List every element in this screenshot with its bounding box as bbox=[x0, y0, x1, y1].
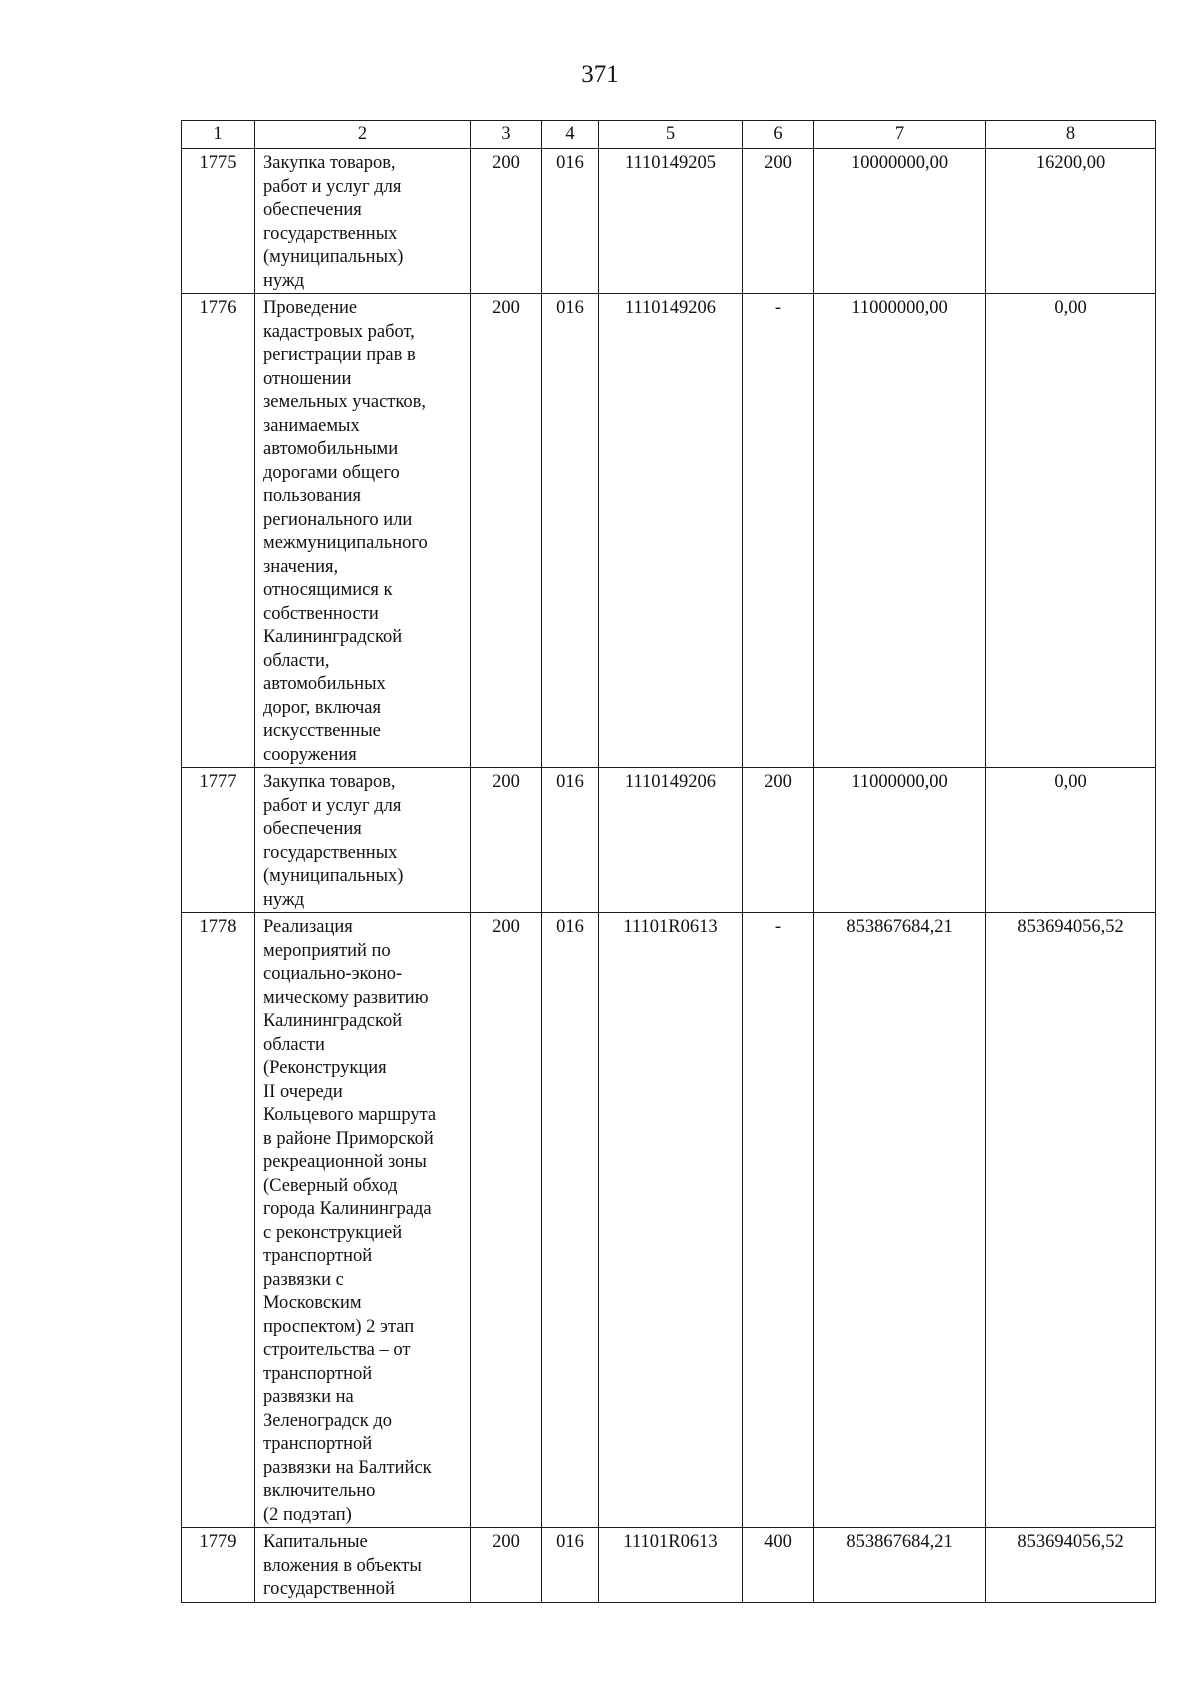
header-col-7: 7 bbox=[814, 121, 986, 149]
description-line: в районе Приморской bbox=[263, 1128, 434, 1149]
cell-col-8: 0,00 bbox=[986, 768, 1156, 913]
description-line: межмуниципального bbox=[263, 533, 428, 553]
description-line: Кольцевого маршрута bbox=[263, 1105, 437, 1125]
cell-col-6: 200 bbox=[743, 149, 814, 294]
description-line: нужд bbox=[263, 889, 305, 910]
cell-col-3: 200 bbox=[471, 768, 542, 913]
description-line: обеспечения bbox=[263, 200, 362, 220]
description-line: дорог, включая bbox=[263, 697, 382, 718]
description-line: государственной bbox=[263, 1579, 395, 1599]
cell-col-8: 853694056,52 bbox=[986, 913, 1156, 1528]
table-row bbox=[182, 149, 1156, 294]
row-description bbox=[255, 149, 471, 294]
table-row bbox=[182, 913, 1156, 1528]
cell-col-3: 200 bbox=[471, 149, 542, 294]
table-row bbox=[182, 294, 1156, 768]
cell-col-6: 400 bbox=[743, 1528, 814, 1603]
description-line: регистрации прав в bbox=[263, 345, 416, 365]
table-header bbox=[182, 121, 1156, 149]
cell-col-4: 016 bbox=[542, 1528, 599, 1603]
cell-col-5: 1110149206 bbox=[599, 294, 743, 768]
description-line: автомобильных bbox=[263, 674, 386, 694]
description-line: кадастровых работ, bbox=[263, 321, 415, 342]
description-line: работ и услуг для bbox=[263, 176, 402, 197]
cell-col-6: 200 bbox=[743, 768, 814, 913]
description-line: относящимися к bbox=[263, 580, 393, 600]
description-line: Калининградской bbox=[263, 1011, 403, 1031]
description-line: социально-эконо- bbox=[263, 964, 403, 984]
header-col-2: 2 bbox=[255, 121, 471, 149]
header-col-5: 5 bbox=[599, 121, 743, 149]
row-description bbox=[255, 1528, 471, 1603]
description-line: обеспечения bbox=[263, 819, 362, 839]
description-line: II очереди bbox=[263, 1081, 343, 1102]
description-line: вложения в объекты bbox=[263, 1555, 422, 1576]
description-line: (муниципальных) bbox=[263, 247, 404, 267]
description-line: (муниципальных) bbox=[263, 866, 404, 886]
description-line: Капитальные bbox=[263, 1532, 368, 1552]
cell-col-6: - bbox=[743, 913, 814, 1528]
description-line: Закупка товаров, bbox=[263, 153, 396, 173]
header-col-3: 3 bbox=[471, 121, 542, 149]
description-line: мероприятий по bbox=[263, 940, 391, 961]
cell-col-4: 016 bbox=[542, 294, 599, 768]
description-line: земельных участков, bbox=[263, 392, 427, 412]
description-line: автомобильными bbox=[263, 439, 399, 459]
cell-col-7: 10000000,00 bbox=[814, 149, 986, 294]
description-line: строительства – от bbox=[263, 1340, 411, 1360]
budget-table bbox=[181, 120, 1156, 1603]
cell-col-3: 200 bbox=[471, 913, 542, 1528]
description-line: Проведение bbox=[263, 298, 358, 318]
description-line: области, bbox=[263, 650, 330, 671]
table-row bbox=[182, 768, 1156, 913]
description-line: отношении bbox=[263, 368, 352, 389]
description-line: работ и услуг для bbox=[263, 795, 402, 816]
description-line: транспортной bbox=[263, 1363, 373, 1384]
cell-col-5: 11101R0613 bbox=[599, 1528, 743, 1603]
cell-col-4: 016 bbox=[542, 768, 599, 913]
cell-col-7: 853867684,21 bbox=[814, 913, 986, 1528]
description-line: Реализация bbox=[263, 917, 353, 937]
description-line: развязки на Балтийск bbox=[263, 1457, 432, 1478]
cell-col-8: 0,00 bbox=[986, 294, 1156, 768]
description-line: Московским bbox=[263, 1293, 362, 1313]
description-line: города Калининграда bbox=[263, 1199, 432, 1219]
cell-col-5: 11101R0613 bbox=[599, 913, 743, 1528]
header-col-8: 8 bbox=[986, 121, 1156, 149]
description-line: Калининградской bbox=[263, 627, 403, 647]
description-line: искусственные bbox=[263, 721, 381, 741]
row-number: 1776 bbox=[182, 294, 255, 768]
row-number: 1779 bbox=[182, 1528, 255, 1603]
description-line: рекреационной зоны bbox=[263, 1152, 427, 1172]
table-row bbox=[182, 1528, 1156, 1603]
cell-col-5: 1110149205 bbox=[599, 149, 743, 294]
cell-col-6: - bbox=[743, 294, 814, 768]
description-line: Зеленоградск до bbox=[263, 1410, 393, 1431]
description-line: развязки на bbox=[263, 1387, 354, 1407]
row-description bbox=[255, 913, 471, 1528]
description-line: регионального или bbox=[263, 509, 413, 530]
description-line: транспортной bbox=[263, 1434, 373, 1454]
description-line: сооружения bbox=[263, 744, 357, 765]
cell-col-7: 11000000,00 bbox=[814, 768, 986, 913]
description-line: проспектом) 2 этап bbox=[263, 1316, 415, 1337]
description-line: пользования bbox=[263, 486, 362, 506]
description-line: собственности bbox=[263, 603, 379, 624]
description-line: государственных bbox=[263, 842, 398, 863]
description-line: (2 подэтап) bbox=[263, 1504, 352, 1525]
cell-col-8: 853694056,52 bbox=[986, 1528, 1156, 1603]
description-line: дорогами общего bbox=[263, 462, 400, 483]
cell-col-3: 200 bbox=[471, 294, 542, 768]
cell-col-4: 016 bbox=[542, 913, 599, 1528]
cell-col-7: 11000000,00 bbox=[814, 294, 986, 768]
cell-col-5: 1110149206 bbox=[599, 768, 743, 913]
row-number: 1775 bbox=[182, 149, 255, 294]
cell-col-7: 853867684,21 bbox=[814, 1528, 986, 1603]
description-line: мическому развитию bbox=[263, 987, 429, 1008]
description-line: с реконструкцией bbox=[263, 1222, 403, 1243]
cell-col-8: 16200,00 bbox=[986, 149, 1156, 294]
description-line: Закупка товаров, bbox=[263, 772, 396, 792]
cell-col-3: 200 bbox=[471, 1528, 542, 1603]
header-col-4: 4 bbox=[542, 121, 599, 149]
description-line: (Северный обход bbox=[263, 1175, 398, 1196]
description-line: включительно bbox=[263, 1481, 376, 1501]
cell-col-4: 016 bbox=[542, 149, 599, 294]
description-line: занимаемых bbox=[263, 415, 360, 436]
page-number: 371 bbox=[581, 61, 619, 88]
header-col-1: 1 bbox=[182, 121, 255, 149]
description-line: значения, bbox=[263, 556, 339, 577]
row-number: 1778 bbox=[182, 913, 255, 1528]
row-number: 1777 bbox=[182, 768, 255, 913]
header-row bbox=[182, 121, 1156, 149]
description-line: развязки с bbox=[263, 1269, 344, 1290]
description-line: нужд bbox=[263, 270, 305, 291]
row-description bbox=[255, 294, 471, 768]
description-line: области bbox=[263, 1034, 325, 1055]
description-line: транспортной bbox=[263, 1246, 373, 1266]
description-line: (Реконструкция bbox=[263, 1058, 387, 1078]
header-col-6: 6 bbox=[743, 121, 814, 149]
description-line: государственных bbox=[263, 223, 398, 244]
table-body bbox=[182, 149, 1156, 1603]
row-description bbox=[255, 768, 471, 913]
